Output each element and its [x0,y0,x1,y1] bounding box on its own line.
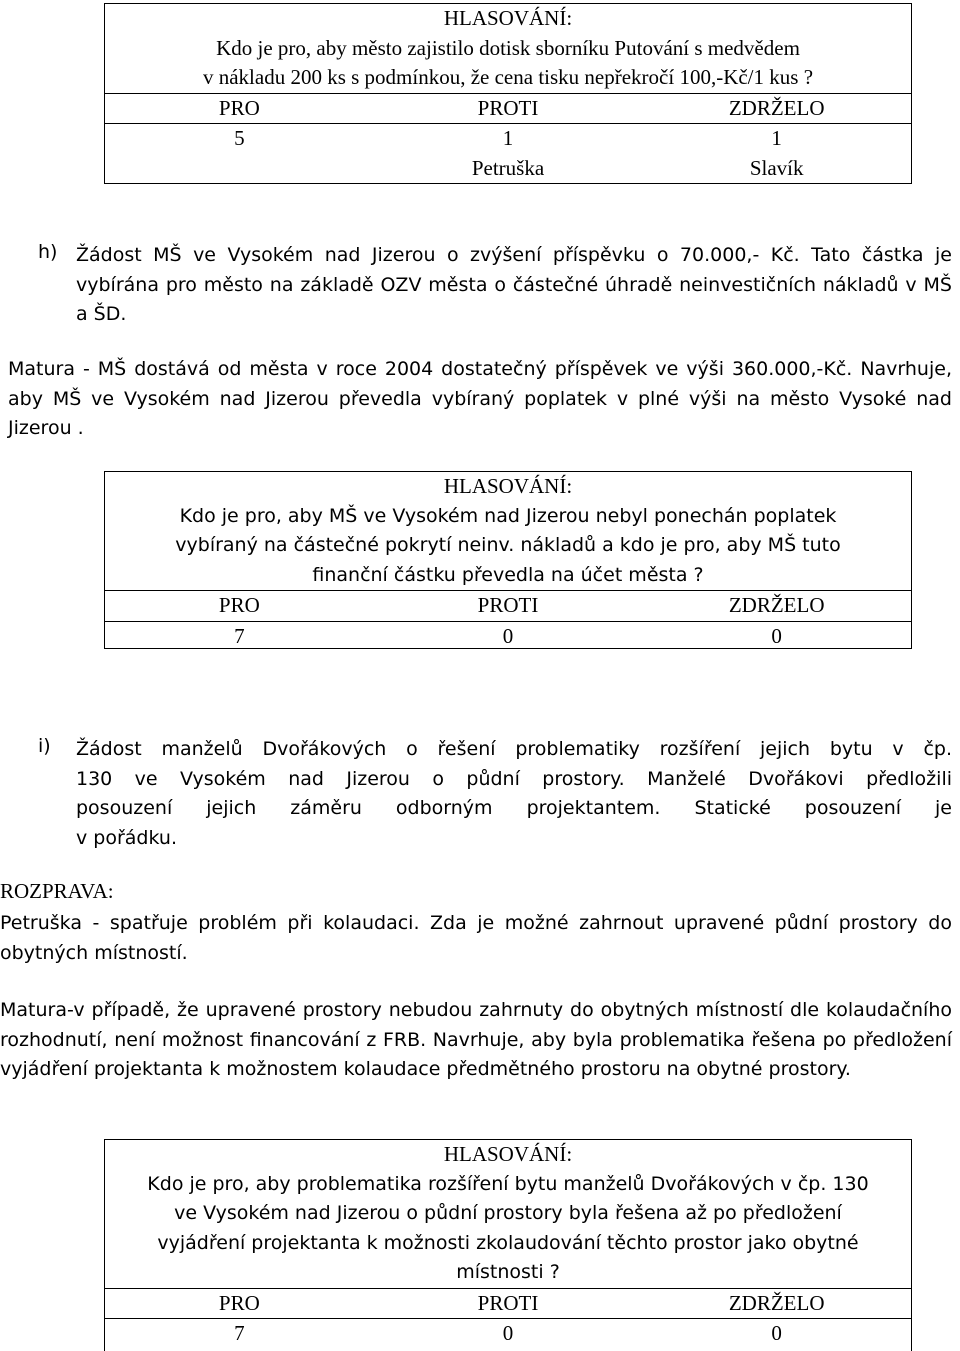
vote-heading: HLASOVÁNÍ: [443,1142,573,1166]
item-h-paragraph: Žádost MŠ ve Vysokém nad Jizerou o zvýšení příspěvku o 70.000,- Kč. Tato částka je vybírána pro město na základě OZV města o částečné úhradě neinvestičních nákladů v MŠ a ŠD. [76,244,952,325]
col-proti-label: PROTI [477,593,539,617]
col-proti-label: PROTI [477,1290,539,1315]
count-pro: 7 [234,1321,245,1345]
matura-text: Matura-v případě, že upravené prostory nebudou zahrnuty do obytných místností dle kolaudačního rozhodnutí, není možnost financování z FRB. Navrhuje, aby byla problematika řešena po předložení vyjádření projektanta k možnostem kolaudace předmětného prostoru na obytné prostory. [0,999,952,1080]
vote-header-row [105,1288,911,1319]
vote-count-row [105,123,911,154]
item-i-text [76,735,952,853]
discussion-petruska [0,909,952,968]
item-h-letter: h) [38,241,58,263]
item-h-text [76,241,952,330]
names-zdrzelo: Slavík [749,155,804,180]
count-proti: 1 [502,126,514,150]
count-zdrzelo: 0 [771,1321,782,1345]
vote-question-line: v nákladu 200 ks s podmínkou, že cena tisku nepřekročí 100,-Kč/1 kus ? [202,65,814,89]
petruska-text: Petruška - spatřuje problém při kolaudaci. Zda je možné zahrnout upravené půdní prostory do obytných místností. [0,912,952,964]
names-pro [105,154,374,184]
names-proti: Petruška [471,155,545,180]
vote-count-row [105,1318,911,1349]
matura-proposal [8,355,952,444]
item-i-line: 130 ve Vysokém nad Jizerou o půdní prostory. Manželé Dvořákovi předložili [76,767,952,790]
vote-question-line: vybíraný na částečné pokrytí neinv. nákladů a kdo je pro, aby MŠ tuto [175,534,841,556]
vote-header-row [105,93,911,124]
vote-box-1 [104,3,912,184]
vote-question-line: místnosti ? [456,1261,560,1283]
item-i-line: v pořádku. [76,826,177,849]
count-proti: 0 [502,1321,514,1345]
vote-question-line: Kdo je pro, aby problematika rozšíření bytu manželů Dvořákových v čp. 130 [147,1172,869,1195]
vote-heading: HLASOVÁNÍ: [443,6,573,30]
col-proti-label: PROTI [477,95,539,120]
vote-box-3 [104,1139,912,1351]
item-i-letter: i) [38,735,51,757]
vote-question-line: ve Vysokém nad Jizerou o půdní prostory byla řešena až po předložení [174,1202,842,1224]
vote-question-line: Kdo je pro, aby město zajistilo dotisk sborníku Putování s medvědem [216,35,800,60]
vote-count-row [105,621,911,652]
col-pro-label: PRO [218,95,260,120]
vote-question-line: vyjádření projektanta k možnosti zkolaudování těchto prostor jako obytné [157,1231,859,1254]
vote-box-2 [104,471,912,649]
col-zdrzelo-label: ZDRŽELO [728,1290,825,1315]
count-zdrzelo: 1 [771,126,782,150]
count-pro: 7 [234,623,245,648]
col-pro-label: PRO [218,1290,260,1315]
count-zdrzelo: 0 [771,623,782,648]
vote-question-line: finanční částku převedla na účet města ? [312,563,704,586]
item-i-line: Žádost manželů Dvořákových o řešení problematiky rozšíření jejich bytu v čp. [76,738,952,760]
col-zdrzelo-label: ZDRŽELO [728,593,825,617]
discussion-heading: ROZPRAVA: [0,879,114,903]
vote-question-line: Kdo je pro, aby MŠ ve Vysokém nad Jizerou nebyl ponechán poplatek [179,504,837,527]
count-proti: 0 [502,623,514,648]
count-pro: 5 [234,126,245,150]
discussion-matura [0,996,952,1085]
col-pro-label: PRO [218,593,260,617]
vote-header-row [105,590,911,621]
vote-names-row [105,154,911,184]
item-i-line: posouzení jejich záměru odborným projektantem. Statické posouzení je [76,797,952,819]
col-zdrzelo-label: ZDRŽELO [728,95,825,120]
matura-proposal-text: Matura - MŠ dostává od města v roce 2004 dostatečný příspěvek ve výši 360.000,-Kč. Navrhuje, aby MŠ ve Vysokém nad Jizerou převedla vybíraný poplatek v plné výši na město Vysoké nad Jizerou . [8,358,952,439]
vote-heading: HLASOVÁNÍ: [443,474,573,498]
